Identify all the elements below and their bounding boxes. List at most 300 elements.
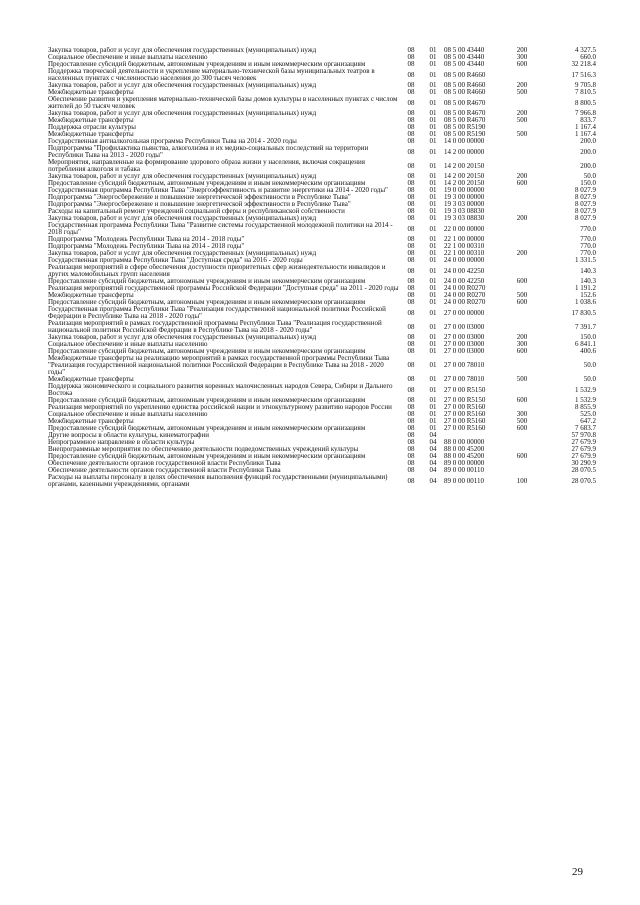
row-subsection-cell: 01 xyxy=(429,243,437,250)
row-name-cell: Поддержка творческой деятельности и укрепление материально-технической базы муниципальных театров в населенных пунктах с численностью населения до 300 тысяч человек xyxy=(48,68,375,82)
row-name-cell: Реализация мероприятий в сфере обеспечения доступности приоритетных сфер жизнедеятельности инвалидов и других маломобильных групп населения xyxy=(48,264,386,278)
row-subsection-cell: 01 xyxy=(429,173,437,180)
row-target-article-cell: 27 0 00 R5160 xyxy=(444,404,486,411)
row-section-cell: 08 xyxy=(407,308,415,317)
row-subsection-cell: 01 xyxy=(429,187,437,194)
row-name-cell: Социальное обеспечение и иные выплаты населению xyxy=(48,411,208,418)
table-row xyxy=(48,299,596,306)
row-amount-cell: 7 683.7 xyxy=(575,425,596,432)
row-subsection-cell: 01 xyxy=(429,224,437,233)
row-subsection-cell: 01 xyxy=(429,215,437,222)
row-name-cell: Межбюджетные трансферты xyxy=(48,131,134,138)
row-expense-type-cell xyxy=(508,236,536,243)
row-expense-type-cell: 200 xyxy=(516,250,528,257)
row-section-cell: 08 xyxy=(407,411,415,418)
row-amount-cell: 50.0 xyxy=(583,376,596,383)
row-amount-cell: 57 970.8 xyxy=(571,432,596,439)
row-section-cell: 08 xyxy=(407,439,415,446)
table-row xyxy=(48,117,596,124)
row-target-article-cell: 22 1 00 00310 xyxy=(444,250,485,257)
row-expense-type-cell xyxy=(508,124,536,131)
row-name-cell: Реализация мероприятий по укреплению единства российской нации и этнокультурному развитию народов России xyxy=(48,404,392,411)
row-amount-cell: 660.0 xyxy=(580,54,596,61)
row-target-article-cell: 14 2 00 20150 xyxy=(444,161,485,170)
table-row xyxy=(48,180,596,187)
table-row xyxy=(48,446,596,453)
row-target-article-cell: 14 2 00 20150 xyxy=(444,173,485,180)
row-name-cell: Межбюджетные трансферты xyxy=(48,376,134,383)
row-expense-type-cell xyxy=(508,145,536,159)
row-amount-cell: 525.0 xyxy=(580,411,596,418)
table-row xyxy=(48,96,596,110)
budget-table xyxy=(48,47,596,488)
row-name-cell: Мероприятия, направленные на формирование здорового образа жизни у населения, включая сокращения потребления алкоголя и табака xyxy=(48,159,365,173)
row-target-article-cell: 08 5 00 R4660 xyxy=(444,82,486,89)
row-section-cell: 08 xyxy=(407,161,415,170)
row-name-cell: Государственная антиалкогольная программа Республики Тыва на 2014 - 2020 годы xyxy=(48,138,297,145)
row-expense-type-cell: 600 xyxy=(516,61,528,68)
row-expense-type-cell: 600 xyxy=(516,453,528,460)
row-expense-type-cell xyxy=(508,446,536,453)
row-section-cell: 08 xyxy=(407,285,415,292)
row-target-article-cell: 08 5 00 R4670 xyxy=(444,98,486,107)
row-target-article-cell: 22 1 00 00000 xyxy=(444,236,485,243)
row-expense-type-cell xyxy=(508,201,536,208)
row-amount-cell: 17 516.3 xyxy=(571,70,596,79)
row-section-cell: 08 xyxy=(407,322,415,331)
row-section-cell: 08 xyxy=(407,236,415,243)
row-subsection-cell: 01 xyxy=(429,98,437,107)
row-amount-cell: 17 830.5 xyxy=(571,308,596,317)
row-section-cell: 08 xyxy=(407,432,415,439)
row-amount-cell: 8 800.5 xyxy=(575,98,596,107)
table-row xyxy=(48,474,596,488)
row-amount-cell: 8 027.9 xyxy=(575,187,596,194)
row-expense-type-cell xyxy=(508,138,536,145)
table-row xyxy=(48,278,596,285)
row-target-article-cell: 27 0 00 78010 xyxy=(444,376,485,383)
row-amount-cell: 150.0 xyxy=(580,180,596,187)
row-name-cell: Социальное обеспечение и иные выплаты населению xyxy=(48,54,208,61)
row-section-cell: 08 xyxy=(407,385,415,394)
row-subsection-cell: 01 xyxy=(429,385,437,394)
row-subsection-cell: 01 xyxy=(429,404,437,411)
row-name-cell: Межбюджетные трансферты xyxy=(48,292,134,299)
row-section-cell: 08 xyxy=(407,47,415,54)
row-expense-type-cell: 500 xyxy=(516,376,528,383)
row-subsection-cell: 01 xyxy=(429,131,437,138)
table-row xyxy=(48,292,596,299)
table-row xyxy=(48,82,596,89)
row-subsection-cell: 04 xyxy=(429,467,437,474)
row-name-cell: Реализация мероприятий государственной программы Российской Федерации "Доступная среда" на 2011 - 2020 годы xyxy=(48,285,399,292)
row-name-cell: Непрограммное направление в области культуры xyxy=(48,439,195,446)
table-row xyxy=(48,341,596,348)
row-amount-cell: 770.0 xyxy=(580,236,596,243)
table-row xyxy=(48,418,596,425)
table-row xyxy=(48,236,596,243)
row-expense-type-cell xyxy=(508,404,536,411)
row-amount-cell: 150.0 xyxy=(580,334,596,341)
row-name-cell: Поддержка экономического и социального развития коренных малочисленных народов Севера, Сибири и Дальнего Востока xyxy=(48,383,393,397)
row-target-article-cell: 24 0 00 42250 xyxy=(444,278,485,285)
row-expense-type-cell: 200 xyxy=(516,334,528,341)
row-amount-cell: 7 810.5 xyxy=(575,89,596,96)
table-row xyxy=(48,334,596,341)
row-target-article-cell: 88 0 00 00000 xyxy=(444,439,485,446)
row-amount-cell: 27 679.9 xyxy=(571,453,596,460)
row-section-cell: 08 xyxy=(407,467,415,474)
row-amount-cell: 50.0 xyxy=(583,361,596,369)
row-section-cell: 08 xyxy=(407,425,415,432)
row-expense-type-cell xyxy=(508,194,536,201)
table-row xyxy=(48,145,596,159)
table-row xyxy=(48,159,596,173)
row-target-article-cell: 88 0 00 45200 xyxy=(444,446,485,453)
row-target-article-cell: 19 3 03 08830 xyxy=(444,208,485,215)
table-row xyxy=(48,194,596,201)
row-target-article-cell: 14 2 00 00000 xyxy=(444,147,485,156)
row-section-cell: 08 xyxy=(407,173,415,180)
row-target-article-cell: 89 0 00 00000 xyxy=(444,460,485,467)
row-target-article-cell: 88 0 00 45200 xyxy=(444,453,485,460)
row-expense-type-cell xyxy=(508,306,536,320)
row-expense-type-cell: 500 xyxy=(516,418,528,425)
row-amount-cell: 50.0 xyxy=(583,173,596,180)
row-subsection-cell: 01 xyxy=(429,348,437,355)
row-expense-type-cell: 100 xyxy=(516,476,528,485)
row-expense-type-cell xyxy=(508,208,536,215)
table-row xyxy=(48,110,596,117)
row-expense-type-cell xyxy=(508,159,536,173)
row-subsection-cell: 01 xyxy=(429,397,437,404)
row-subsection-cell: 04 xyxy=(429,476,437,485)
budget-table-body xyxy=(48,47,596,488)
row-name-cell: Расходы на выплаты персоналу в целях обеспечения выполнения функций государственными (муниципальными) органами, казенными учреждениями, органами xyxy=(48,474,388,488)
row-name-cell: Закупка товаров, работ и услуг для обеспечения государственных (муниципальных) нужд xyxy=(48,110,317,117)
row-target-article-cell: 27 0 00 R5150 xyxy=(444,397,486,404)
row-amount-cell: 8 855.9 xyxy=(575,404,596,411)
row-target-article-cell: 24 0 00 00000 xyxy=(444,257,485,264)
row-name-cell: Государственная программа Республики Тыва "Развитие системы государственной молодежной политики на 2014 - 2018 годы" xyxy=(48,222,393,236)
row-amount-cell: 1 191.2 xyxy=(575,285,596,292)
row-name-cell: Закупка товаров, работ и услуг для обеспечения государственных (муниципальных) нужд xyxy=(48,173,317,180)
row-amount-cell: 200.0 xyxy=(580,161,596,170)
row-subsection-cell: 04 xyxy=(429,446,437,453)
row-amount-cell: 7 966.8 xyxy=(575,110,596,117)
row-name-cell: Государственная программа Республики Тыва "Энергоэффективность и развитие энергетики на 2014 - 2020 годы" xyxy=(48,187,388,194)
table-row xyxy=(48,460,596,467)
row-target-article-cell: 89 0 00 00110 xyxy=(444,467,484,474)
row-expense-type-cell: 300 xyxy=(516,341,528,348)
row-name-cell: Предоставление субсидий бюджетным, автономным учреждениям и иным некоммерческим организациям xyxy=(48,61,366,68)
row-amount-cell: 9 705.8 xyxy=(575,82,596,89)
row-subsection-cell: 01 xyxy=(429,308,437,317)
row-amount-cell: 4 327.5 xyxy=(575,47,596,54)
row-section-cell: 08 xyxy=(407,138,415,145)
row-subsection-cell: 01 xyxy=(429,124,437,131)
row-name-cell: Межбюджетные трансферты на реализацию мероприятий в рамках государственной программы Республики Тыва "Реализация государственной национальной политики Российской Федерации в Республике Тыва на 2018 - 2020 годы" xyxy=(48,355,390,376)
row-expense-type-cell xyxy=(508,285,536,292)
row-section-cell: 08 xyxy=(407,250,415,257)
row-expense-type-cell xyxy=(508,96,536,110)
row-expense-type-cell xyxy=(508,467,536,474)
row-section-cell: 08 xyxy=(407,299,415,306)
table-row xyxy=(48,61,596,68)
row-amount-cell: 32 218.4 xyxy=(571,61,596,68)
row-expense-type-cell: 200 xyxy=(516,110,528,117)
table-row xyxy=(48,467,596,474)
row-amount-cell: 7 391.7 xyxy=(575,322,596,331)
row-target-article-cell: 89 0 00 00110 xyxy=(444,476,484,485)
row-amount-cell: 152.6 xyxy=(580,292,596,299)
row-target-article-cell: 27 0 00 R5160 xyxy=(444,418,486,425)
table-row xyxy=(48,243,596,250)
row-section-cell: 08 xyxy=(407,110,415,117)
row-subsection-cell: 01 xyxy=(429,322,437,331)
row-target-article-cell: 08 5 00 R5190 xyxy=(444,131,486,138)
row-amount-cell: 1 331.5 xyxy=(575,257,596,264)
row-subsection-cell: 04 xyxy=(429,460,437,467)
row-section-cell: 08 xyxy=(407,476,415,485)
row-amount-cell: 833.7 xyxy=(580,117,596,124)
row-target-article-cell: 24 0 00 42250 xyxy=(444,266,485,275)
row-section-cell: 08 xyxy=(407,278,415,285)
row-target-article-cell: 24 0 00 R0270 xyxy=(444,299,486,306)
table-row xyxy=(48,383,596,397)
row-target-article-cell: 27 0 00 R5150 xyxy=(444,385,486,394)
row-expense-type-cell: 600 xyxy=(516,348,528,355)
row-amount-cell: 27 679.9 xyxy=(571,439,596,446)
row-section-cell: 08 xyxy=(407,348,415,355)
row-name-cell: Предоставление субсидий бюджетным, автономным учреждениям и иным некоммерческим организациям xyxy=(48,453,366,460)
row-amount-cell: 140.3 xyxy=(580,266,596,275)
row-section-cell: 08 xyxy=(407,54,415,61)
row-amount-cell: 27 679.9 xyxy=(571,446,596,453)
table-row xyxy=(48,397,596,404)
row-amount-cell: 770.0 xyxy=(580,243,596,250)
row-name-cell: Другие вопросы в области культуры, кинематографии xyxy=(48,432,209,439)
row-subsection-cell: 01 xyxy=(429,194,437,201)
row-target-article-cell: 27 0 00 78010 xyxy=(444,361,485,369)
table-row xyxy=(48,453,596,460)
row-subsection-cell: 01 xyxy=(429,89,437,96)
row-expense-type-cell: 500 xyxy=(516,89,528,96)
row-name-cell: Предоставление субсидий бюджетным, автономным учреждениям и иным некоммерческим организациям xyxy=(48,348,366,355)
row-section-cell: 08 xyxy=(407,397,415,404)
row-name-cell: Предоставление субсидий бюджетным, автономным учреждениям и иным некоммерческим организациям xyxy=(48,397,366,404)
row-target-article-cell: 27 0 00 R5160 xyxy=(444,411,486,418)
row-expense-type-cell: 600 xyxy=(516,397,528,404)
row-subsection-cell: 01 xyxy=(429,208,437,215)
row-section-cell: 08 xyxy=(407,180,415,187)
table-row xyxy=(48,348,596,355)
row-expense-type-cell: 200 xyxy=(516,47,528,54)
row-target-article-cell: 08 5 00 R5190 xyxy=(444,124,486,131)
row-expense-type-cell xyxy=(508,187,536,194)
row-name-cell: Расходы на капитальный ремонт учреждений социальной сферы и республиканской собственности xyxy=(48,208,345,215)
row-section-cell: 08 xyxy=(407,117,415,124)
row-name-cell: Обеспечение деятельности органов государственной власти Республики Тыва xyxy=(48,460,281,467)
row-name-cell: Закупка товаров, работ и услуг для обеспечения государственных (муниципальных) нужд xyxy=(48,215,317,222)
row-expense-type-cell xyxy=(508,222,536,236)
row-expense-type-cell xyxy=(508,460,536,467)
row-amount-cell: 8 027.9 xyxy=(575,208,596,215)
row-name-cell: Подпрограмма "Профилактика пьянства, алкоголизма и их медико-социальных последствий на территории Республики Тыва на 2013 - 2020 годы" xyxy=(48,145,369,159)
row-name-cell: Государственная программа Республики Тыва "Реализация государственной национальной политики Российской Федерации в Республике Тыва на 2018 - 2020 годы" xyxy=(48,306,386,320)
row-section-cell: 08 xyxy=(407,187,415,194)
row-target-article-cell: 08 5 00 R4660 xyxy=(444,89,486,96)
row-name-cell: Предоставление субсидий бюджетным, автономным учреждениям и иным некоммерческим организациям xyxy=(48,299,366,306)
row-name-cell: Реализация мероприятий в рамках государственной программы Республики Тыва "Реализация государственной национальной политики Российской Федерации в Республике Тыва на 2018 - 2020 годы" xyxy=(48,320,382,334)
row-section-cell: 08 xyxy=(407,82,415,89)
row-expense-type-cell xyxy=(508,264,536,278)
table-row xyxy=(48,306,596,320)
row-subsection-cell: 01 xyxy=(429,341,437,348)
row-expense-type-cell: 600 xyxy=(516,425,528,432)
table-row xyxy=(48,264,596,278)
row-section-cell: 08 xyxy=(407,334,415,341)
row-subsection-cell: 01 xyxy=(429,285,437,292)
row-section-cell: 08 xyxy=(407,124,415,131)
row-amount-cell: 1 038.6 xyxy=(575,299,596,306)
table-row xyxy=(48,376,596,383)
row-name-cell: Предоставление субсидий бюджетным, автономным учреждениям и иным некоммерческим организациям xyxy=(48,425,366,432)
table-row xyxy=(48,432,596,439)
row-expense-type-cell: 200 xyxy=(516,82,528,89)
row-target-article-cell: 27 0 00 03000 xyxy=(444,348,485,355)
row-amount-cell: 1 532.9 xyxy=(575,397,596,404)
row-expense-type-cell xyxy=(508,355,536,376)
row-expense-type-cell: 600 xyxy=(516,180,528,187)
table-row xyxy=(48,215,596,222)
row-expense-type-cell: 500 xyxy=(516,292,528,299)
row-target-article-cell: 22 1 00 00310 xyxy=(444,243,485,250)
row-amount-cell: 6 841.1 xyxy=(575,341,596,348)
page-number: 29 xyxy=(572,866,583,878)
row-section-cell: 08 xyxy=(407,98,415,107)
row-target-article-cell: 19 0 00 00000 xyxy=(444,187,485,194)
row-name-cell: Обеспечение деятельности органов государственной власти Республики Тыва xyxy=(48,467,281,474)
row-section-cell: 08 xyxy=(407,61,415,68)
row-section-cell: 08 xyxy=(407,215,415,222)
row-expense-type-cell: 500 xyxy=(516,131,528,138)
row-name-cell: Подпрограмма "Молодежь Республики Тыва на 2014 - 2018 годы" xyxy=(48,236,245,243)
row-section-cell: 08 xyxy=(407,243,415,250)
row-section-cell: 08 xyxy=(407,257,415,264)
row-amount-cell: 28 070.5 xyxy=(571,476,596,485)
row-subsection-cell: 01 xyxy=(429,250,437,257)
row-section-cell: 08 xyxy=(407,89,415,96)
table-row xyxy=(48,439,596,446)
row-name-cell: Социальное обеспечение и иные выплаты населению xyxy=(48,341,208,348)
table-row xyxy=(48,411,596,418)
row-subsection-cell: 01 xyxy=(429,418,437,425)
row-section-cell: 08 xyxy=(407,446,415,453)
row-section-cell: 08 xyxy=(407,266,415,275)
row-amount-cell: 8 027.9 xyxy=(575,194,596,201)
row-name-cell: Поддержка отрасли культуры xyxy=(48,124,136,131)
row-subsection-cell: 01 xyxy=(429,47,437,54)
row-subsection-cell: 01 xyxy=(429,425,437,432)
row-target-article-cell xyxy=(444,432,508,439)
row-subsection-cell: 01 xyxy=(429,257,437,264)
row-amount-cell: 200.0 xyxy=(580,147,596,156)
table-row xyxy=(48,68,596,82)
table-row xyxy=(48,320,596,334)
row-amount-cell: 1 167.4 xyxy=(575,124,596,131)
row-target-article-cell: 08 5 00 R4670 xyxy=(444,117,486,124)
row-target-article-cell: 24 0 00 R0270 xyxy=(444,292,486,299)
row-subsection-cell: 01 xyxy=(429,278,437,285)
row-subsection-cell: 04 xyxy=(429,432,437,439)
row-subsection-cell: 01 xyxy=(429,70,437,79)
row-target-article-cell: 27 0 00 R5160 xyxy=(444,425,486,432)
row-subsection-cell: 01 xyxy=(429,411,437,418)
row-name-cell: Закупка товаров, работ и услуг для обеспечения государственных (муниципальных) нужд xyxy=(48,334,317,341)
row-subsection-cell: 01 xyxy=(429,361,437,369)
row-amount-cell: 400.6 xyxy=(580,348,596,355)
row-amount-cell: 647.2 xyxy=(580,418,596,425)
row-expense-type-cell: 200 xyxy=(516,173,528,180)
row-name-cell: Межбюджетные трансферты xyxy=(48,117,134,124)
row-target-article-cell: 14 0 00 00000 xyxy=(444,138,485,145)
row-target-article-cell: 27 0 00 00000 xyxy=(444,308,485,317)
row-section-cell: 08 xyxy=(407,70,415,79)
row-subsection-cell: 01 xyxy=(429,82,437,89)
row-expense-type-cell xyxy=(508,439,536,446)
row-name-cell: Предоставление субсидий бюджетным, автономным учреждениям и иным некоммерческим организациям xyxy=(48,278,366,285)
row-name-cell: Закупка товаров, работ и услуг для обеспечения государственных (муниципальных) нужд xyxy=(48,47,317,54)
row-expense-type-cell xyxy=(508,68,536,82)
row-amount-cell: 770.0 xyxy=(580,224,596,233)
row-subsection-cell: 01 xyxy=(429,236,437,243)
row-section-cell: 08 xyxy=(407,341,415,348)
row-amount-cell: 200.0 xyxy=(580,138,596,145)
row-target-article-cell: 19 3 00 00000 xyxy=(444,194,485,201)
row-section-cell: 08 xyxy=(407,194,415,201)
row-expense-type-cell xyxy=(508,383,536,397)
row-target-article-cell: 14 2 00 20150 xyxy=(444,180,485,187)
row-subsection-cell: 01 xyxy=(429,376,437,383)
row-section-cell: 08 xyxy=(407,460,415,467)
row-target-article-cell: 19 3 03 08830 xyxy=(444,215,485,222)
row-subsection-cell: 04 xyxy=(429,439,437,446)
row-expense-type-cell xyxy=(508,432,536,439)
table-row xyxy=(48,131,596,138)
row-name-cell: Подпрограмма "Молодежь Республики Тыва на 2014 - 2018 годы" xyxy=(48,243,245,250)
row-section-cell: 08 xyxy=(407,404,415,411)
row-expense-type-cell xyxy=(508,320,536,334)
row-subsection-cell: 01 xyxy=(429,61,437,68)
row-target-article-cell: 08 5 00 43440 xyxy=(444,54,485,61)
row-target-article-cell: 27 0 00 03000 xyxy=(444,334,485,341)
table-row xyxy=(48,355,596,376)
row-subsection-cell: 01 xyxy=(429,138,437,145)
row-subsection-cell: 01 xyxy=(429,54,437,61)
row-expense-type-cell xyxy=(508,243,536,250)
row-section-cell: 08 xyxy=(407,147,415,156)
row-amount-cell: 30 290.9 xyxy=(571,460,596,467)
table-row xyxy=(48,201,596,208)
row-name-cell: Закупка товаров, работ и услуг для обеспечения государственных (муниципальных) нужд xyxy=(48,250,317,257)
row-target-article-cell: 27 0 00 03000 xyxy=(444,341,485,348)
row-section-cell: 08 xyxy=(407,361,415,369)
table-row xyxy=(48,54,596,61)
row-amount-cell: 8 027.9 xyxy=(575,201,596,208)
table-row xyxy=(48,257,596,264)
row-subsection-cell: 01 xyxy=(429,266,437,275)
